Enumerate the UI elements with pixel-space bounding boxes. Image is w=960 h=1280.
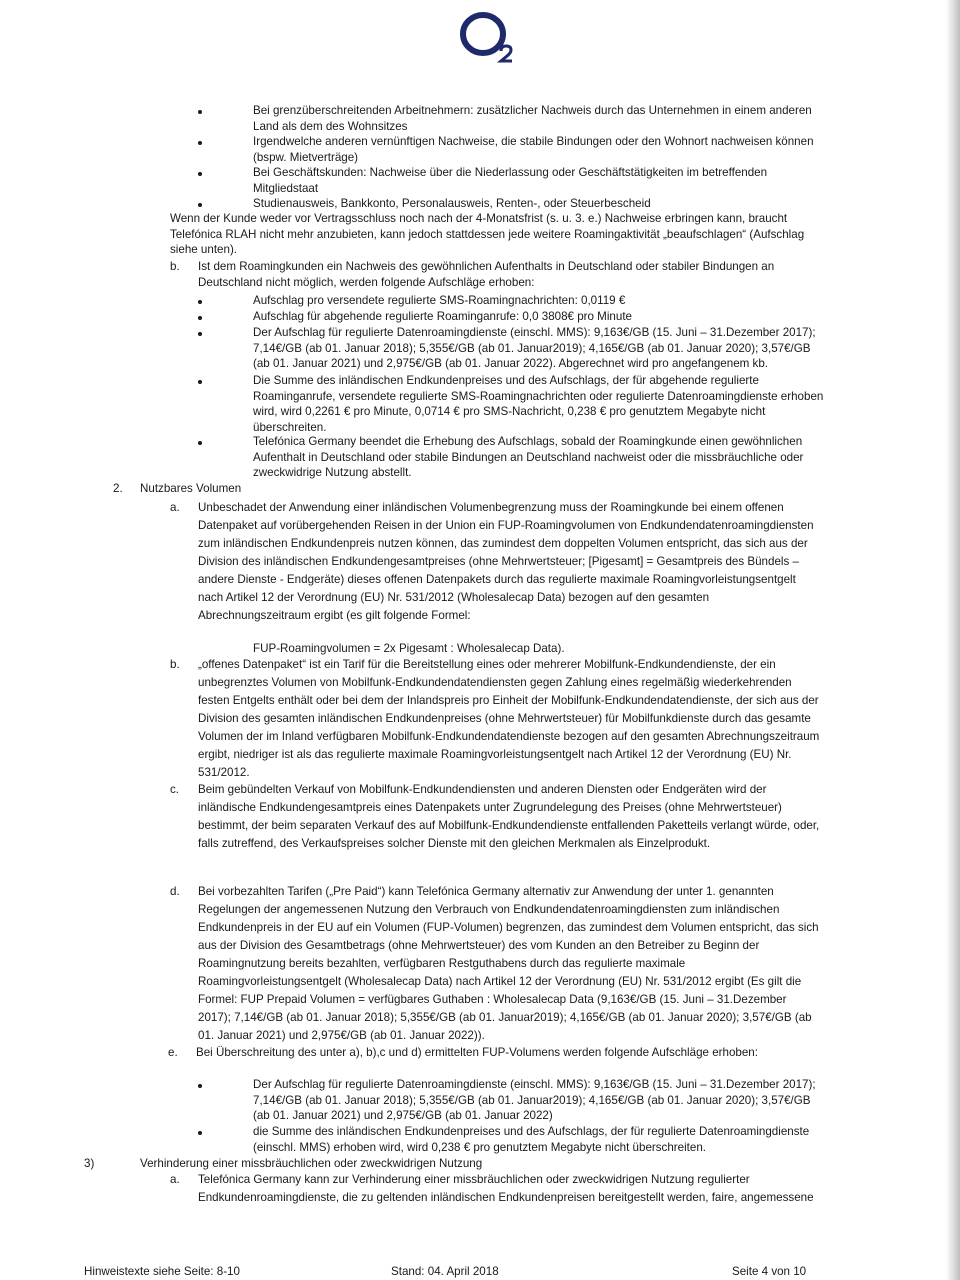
bullet-dot bbox=[198, 141, 202, 145]
section-title: Verhinderung einer missbräuchlichen oder zweckwidrigen Nutzung bbox=[140, 1157, 483, 1170]
bullet-dot bbox=[198, 380, 202, 384]
bullet-text: Bei grenzüberschreitenden Arbeitnehmern: zusätzlicher Nachweis durch das Unternehmen in einem anderen Land als dem des Wohnsitzes bbox=[253, 104, 812, 133]
bullet-text: Telefónica Germany beendet die Erhebung des Aufschlags, sobald der Roamingkunde einen gewöhnlichen Aufenthalt in Deutschland oder stabile Bindungen an Deutschland nachweist oder die missbräuchliche oder zweckwidrige Nutzung abstellt. bbox=[253, 435, 804, 479]
bullet-dot bbox=[198, 172, 202, 176]
item-text: Beim gebündelten Verkauf von Mobilfunk-Endkundendiensten und anderen Diensten oder Endgeräten wird der inländische Endkundengesamtpreis eines Datenpakets unter Zugrundelegung des Preises (ohne Mehrwertsteuer) bestimmt, der beim separaten Verkauf des auf Mobilfunk-Endkundendienste entfallenden Paketteils verlangt würde, oder, falls zutreffend, des Verkaufspreises solcher Dienste mit den gleichen Merkmalen als Einzelprodukt. bbox=[198, 783, 820, 850]
bullet-text: die Summe des inländischen Endkundenpreises und des Aufschlags, der für regulierte Datenroamingdienste (einschl. MMS) erhoben wird, wird 0,238 € pro genutztem Megabyte nicht überschreiten. bbox=[253, 1125, 810, 1154]
formula: FUP-Roamingvolumen = 2x Pigesamt : Wholesalecap Data). bbox=[253, 642, 565, 655]
bullet-text: Der Aufschlag für regulierte Datenroamingdienste (einschl. MMS): 9,163€/GB (15. Juni – 31.Dezember 2017); 7,14€/GB (ab 01. Januar 2018); 5,355€/GB (ab 01. Januar2019); 4,165€/GB (ab 01. Januar 2020); 3,57€/GB (ab 01. Januar 2021) und 2,975€/GB (ab 01. Januar 2022). Abgerechnet wird pro angefangenem kb. bbox=[253, 326, 816, 370]
item-label: a. bbox=[170, 1173, 180, 1186]
item-text: Bei vorbezahlten Tarifen („Pre Paid“) kann Telefónica Germany alternativ zur Anwendung der unter 1. genannten Regelungen der angemessenen Nutzung den Verbrauch von Endkundendatenroamingdiensten zum inländischen Endkundenpreis in der EU auf ein Volumen (FUP-Volumen) begrenzen, das zumindest dem Volumen entspricht, das sich aus der Division des Gesamtbetrags (ohne Mehrwertsteuer) des vom Kunden an den Betreiber zu Beginn der Roamingnutzung bereits bezahlten, verfügbaren Restguthabens durch das regulierte maximale Roamingvorleistungsentgelt (Wholesalecap Data) nach Artikel 12 der Verordnung (EU) Nr. 531/2012 ergibt (Es gilt die Formel: FUP Prepaid Volumen = verfügbares Guthaben : Wholesalecap Data (9,163€/GB (15. Juni – 31.Dezember 2017); 7,14€/GB (ab 01. Januar 2018); 5,355€/GB (ab 01. Januar2019); 4,165€/GB (ab 01. Januar 2020); 3,57€/GB (ab 01. Januar 2021) und 2,975€/GB (ab 01. Januar 2022)). bbox=[198, 885, 819, 1042]
section-title: Nutzbares Volumen bbox=[140, 482, 242, 495]
item-text: Unbeschadet der Anwendung einer inländischen Volumenbegrenzung muss der Roamingkunde bei einem offenen Datenpaket auf vorübergehenden Reisen in der Union ein FUP-Roamingvolumen von Endkundendatenroamingdiensten zum inländischen Endkundenpreis nutzen können, das zumindest dem doppelten Volumen entspricht, das sich aus der Division des inländischen Endkundengesamtpreises (ohne Mehrwertsteuer; [Pigesamt] = Gesamtpreis des Bündels – andere Dienste - Endgeräte) dieses offenen Datenpakets durch das regulierte maximale Roamingvorleistungsentgelt nach Artikel 12 der Verordnung (EU) Nr. 531/2012 (Wholesalecap Data) bezogen auf den gesamten Abrechnungszeitraum ergibt (es gilt folgende Formel: bbox=[198, 501, 814, 622]
item-label: e. bbox=[168, 1046, 178, 1059]
footer-hint: Hinweistexte siehe Seite: 8-10 bbox=[84, 1265, 240, 1278]
bullet-dot bbox=[198, 203, 202, 207]
bullet-text: Studienausweis, Bankkonto, Personalausweis, Renten-, oder Steuerbescheid bbox=[253, 197, 651, 210]
item-text: Bei Überschreitung des unter a), b),c und d) ermittelten FUP-Volumens werden folgende Aufschläge erhoben: bbox=[196, 1046, 758, 1059]
page-edge-shadow bbox=[946, 0, 960, 1280]
item-text: Ist dem Roamingkunden ein Nachweis des gewöhnlichen Aufenthalts in Deutschland oder stabiler Bindungen an Deutschland nicht möglich, werden folgende Aufschläge erhoben: bbox=[198, 260, 775, 289]
item-text: „offenes Datenpaket“ ist ein Tarif für die Bereitstellung eines oder mehrerer Mobilfunk-Endkundendienste, der ein unbegrenztes Volumen von Mobilfunk-Endkundendatendiensten gegen Zahlung eines regelmäßig wiederkehrenden festen Entgelts enthält oder bei dem der Inlandspreis pro Einheit der Mobilfunk-Endkundendatendienste, der sich aus der Division des gesamten inländischen Endkundenpreises (ohne Mehrwertsteuer) für Mobilfunkdienste durch das gesamte Volumen der im Inland verfügbaren Mobilfunk-Endkundendatendienste bezogen auf den gesamten Abrechnungszeitraum ergibt, niedriger ist als das regulierte maximale Roamingvorleistungsentgelt nach Artikel 12 der Verordnung (EU) Nr. 531/2012. bbox=[198, 658, 820, 779]
item-label: b. bbox=[170, 260, 180, 273]
bullet-dot bbox=[198, 1131, 202, 1135]
section-number: 2. bbox=[113, 482, 123, 495]
item-label: a. bbox=[170, 501, 180, 514]
o2-logo bbox=[459, 6, 519, 66]
bullet-text: Aufschlag für abgehende regulierte Roaminganrufe: 0,0 3808€ pro Minute bbox=[253, 310, 632, 323]
item-label: d. bbox=[170, 885, 180, 898]
bullet-text: Bei Geschäftskunden: Nachweise über die Niederlassung oder Geschäftstätigkeiten im betreffenden Mitgliedstaat bbox=[253, 166, 768, 195]
bullet-text: Die Summe des inländischen Endkundenpreises und des Aufschlags, der für abgehende regulierte Roaminganrufe, versendete regulierte SMS-Roamingnachrichten oder regulierte Datenroamingdienste erhoben wird, wird 0,2261 € pro Minute, 0,0714 € pro SMS-Nachricht, 0,238 € pro genutztem Megabyte nicht überschreiten. bbox=[253, 374, 824, 434]
bullet-text: Aufschlag pro versendete regulierte SMS-Roamingnachrichten: 0,0119 € bbox=[253, 294, 626, 307]
section-number: 3) bbox=[84, 1157, 95, 1170]
item-label: b. bbox=[170, 658, 180, 671]
bullet-dot bbox=[198, 1084, 202, 1088]
bullet-text: Der Aufschlag für regulierte Datenroamingdienste (einschl. MMS): 9,163€/GB (15. Juni – 31.Dezember 2017); 7,14€/GB (ab 01. Januar 2018); 5,355€/GB (ab 01. Januar2019); 4,165€/GB (ab 01. Januar 2020); 3,57€/GB (ab 01. Januar 2021) und 2,975€/GB (ab 01. Januar 2022) bbox=[253, 1078, 816, 1122]
bullet-dot bbox=[198, 332, 202, 336]
footer-date: Stand: 04. April 2018 bbox=[391, 1265, 499, 1278]
item-text: Telefónica Germany kann zur Verhinderung einer missbräuchlichen oder zweckwidrigen Nutzung regulierter Endkundenroamingdienste, die zu geltenden inländischen Endkundenpreisen bereitgestellt werden, faire, angemessene bbox=[198, 1173, 814, 1204]
bullet-dot bbox=[198, 110, 202, 114]
bullet-dot bbox=[198, 300, 202, 304]
footer-page-number: Seite 4 von 10 bbox=[732, 1265, 807, 1278]
bullet-text: Irgendwelche anderen vernünftigen Nachweise, die stabile Bindungen oder den Wohnort nachweisen können (bspw. Mietverträge) bbox=[253, 135, 814, 164]
bullet-dot bbox=[198, 316, 202, 320]
paragraph-nachweis: Wenn der Kunde weder vor Vertragsschluss noch nach der 4-Monatsfrist (s. u. 3. e.) Nachweise erbringen kann, braucht Telefónica RLAH nicht mehr anzubieten, kann jedoch stattdessen jede weitere Roamingaktivität „beaufschlagen“ (Aufschlag siehe unten). bbox=[170, 212, 805, 256]
item-label: c. bbox=[170, 783, 180, 796]
bullet-dot bbox=[198, 441, 202, 445]
